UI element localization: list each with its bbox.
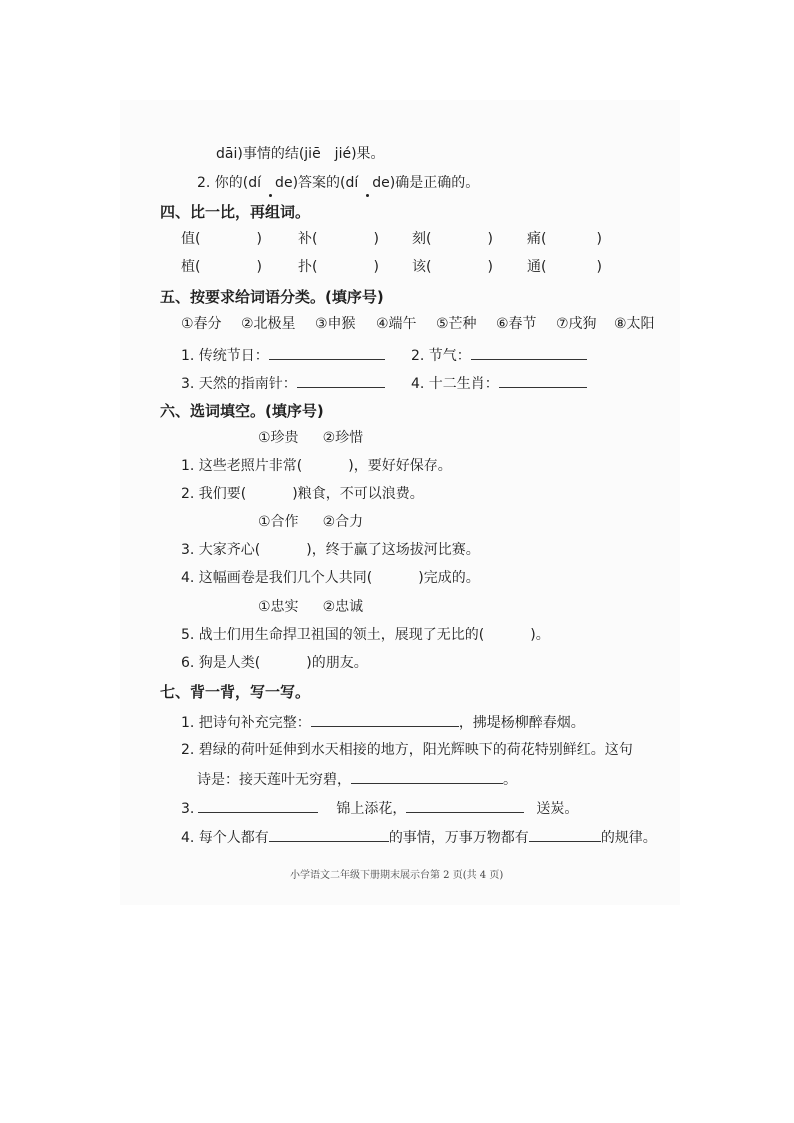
q6-options-1: ①珍贵 ②珍惜 <box>258 430 364 446</box>
q7-sentence-1: 1. 把诗句补充完整： ，拂堤杨柳醉春烟。 <box>181 711 585 733</box>
answer-blank[interactable] <box>269 826 389 842</box>
q5-item-1: 1. 传统节日： <box>181 344 385 366</box>
q5-option: ②北极星 <box>241 316 296 332</box>
q4-item: 痛( ) <box>527 231 602 247</box>
answer-blank[interactable] <box>297 372 385 388</box>
q3-line-2: 2. 你的(dí de)答案的(dí de)确是正确的。 <box>197 175 480 191</box>
q6-heading: 六、选词填空。(填序号) <box>160 402 324 420</box>
answer-blank[interactable] <box>529 826 601 842</box>
answer-blank[interactable] <box>198 797 318 813</box>
q5-option: ⑤芒种 <box>436 316 477 332</box>
q7-heading: 七、背一背，写一写。 <box>160 683 311 701</box>
q3-line-1: dāi)事情的结(jiē jié)果。 <box>216 146 385 162</box>
q5-item-2: 2. 节气： <box>411 344 587 366</box>
answer-blank[interactable] <box>269 344 385 360</box>
q4-item: 补( ) <box>298 231 379 247</box>
page-footer: 小学语文二年级下册期末展示台第 2 页(共 4 页) <box>290 870 504 881</box>
q6-sentence-6: 6. 狗是人类( )的朋友。 <box>181 655 368 671</box>
answer-blank[interactable] <box>499 372 587 388</box>
q5-option: ①春分 <box>181 316 222 332</box>
q6-sentence-1: 1. 这些老照片非常( )，要好好保存。 <box>181 458 452 474</box>
q7-sentence-2a: 2. 碧绿的荷叶延伸到水天相接的地方，阳光辉映下的荷花特别鲜红。这句 <box>181 742 633 758</box>
answer-blank[interactable] <box>406 797 524 813</box>
answer-blank[interactable] <box>351 768 503 784</box>
q4-heading: 四、比一比，再组词。 <box>160 203 311 221</box>
q6-sentence-3: 3. 大家齐心( )，终于赢了这场拔河比赛。 <box>181 542 480 558</box>
q5-heading: 五、按要求给词语分类。(填序号) <box>160 288 384 306</box>
q5-option: ④端午 <box>376 316 417 332</box>
q5-option: ⑧太阳 <box>614 316 655 332</box>
q6-sentence-5: 5. 战士们用生命捍卫祖国的领土，展现了无比的( )。 <box>181 627 550 643</box>
q6-sentence-4: 4. 这幅画卷是我们几个人共同( )完成的。 <box>181 570 480 586</box>
answer-blank[interactable] <box>471 344 587 360</box>
q7-sentence-3: 3. 锦上添花， 送炭。 <box>181 797 578 819</box>
q4-item: 扑( ) <box>298 259 379 275</box>
q5-option: ⑦戌狗 <box>556 316 597 332</box>
q5-option: ⑥春节 <box>496 316 537 332</box>
answer-blank[interactable] <box>311 711 459 727</box>
q4-item: 值( ) <box>181 231 262 247</box>
q4-item: 通( ) <box>527 259 602 275</box>
q5-item-3: 3. 天然的指南针： <box>181 372 385 394</box>
q4-item: 植( ) <box>181 259 262 275</box>
q6-options-2: ①合作 ②合力 <box>258 514 364 530</box>
q7-sentence-4: 4. 每个人都有 的事情，万事万物都有 的规律。 <box>181 826 657 848</box>
q6-sentence-2: 2. 我们要( )粮食，不可以浪费。 <box>181 486 424 502</box>
q7-sentence-2b: 诗是：接天莲叶无穷碧， 。 <box>197 768 517 790</box>
q5-item-4: 4. 十二生肖： <box>411 372 587 394</box>
q5-option: ③申猴 <box>315 316 356 332</box>
q4-item: 该( ) <box>412 259 493 275</box>
q6-options-3: ①忠实 ②忠诚 <box>258 599 364 615</box>
q4-item: 刻( ) <box>412 231 493 247</box>
